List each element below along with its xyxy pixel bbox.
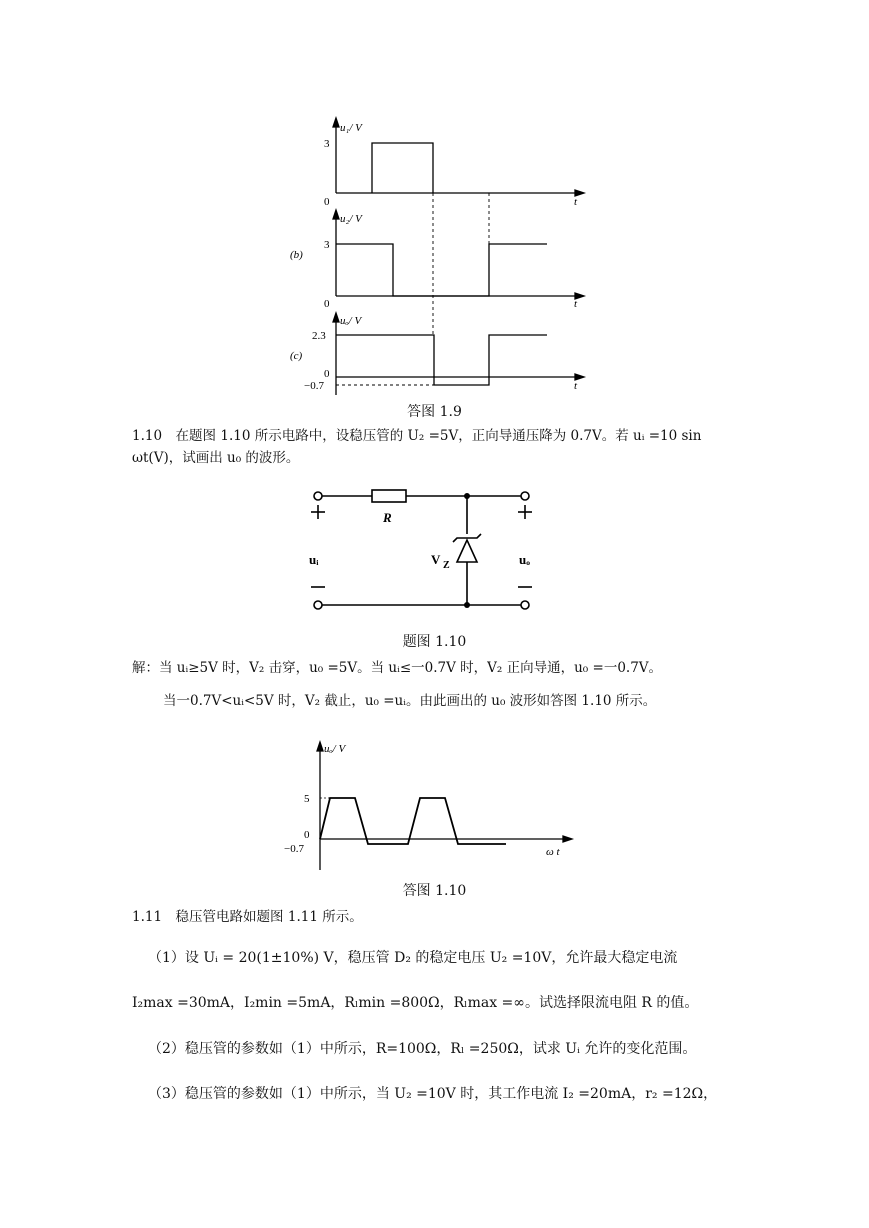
solution-line2: 当一0.7V<uᵢ<5V 时，V₂ 截止，u₀ =uᵢ。由此画出的 u₀ 波形如答图 1.10 所示。 bbox=[163, 693, 657, 709]
top-t: t bbox=[574, 196, 578, 208]
waveform-figure-1-9 bbox=[290, 115, 590, 395]
fig110-y5: 5 bbox=[304, 793, 310, 805]
bot-tag: (c) bbox=[290, 350, 303, 362]
top-y3: 3 bbox=[324, 138, 330, 150]
caption-fig-1-10: 答图 1.10 bbox=[402, 883, 467, 899]
mid-y3: 3 bbox=[324, 239, 330, 251]
bot-t: t bbox=[574, 380, 578, 392]
solution-line1: 解：当 uᵢ≥5V 时，V₂ 击穿，u₀ =5V。当 uᵢ≤一0.7V 时，V₂ 正向导通，u₀ =一0.7V。 bbox=[132, 660, 663, 676]
bot-yneg: −0.7 bbox=[304, 380, 324, 392]
top-ylabel: u₁/ V bbox=[340, 122, 362, 134]
q111-part2: （2）稳压管的参数如（1）中所示，R=100Ω，Rₗ =250Ω，试求 Uᵢ 允许的变化范围。 bbox=[148, 1041, 697, 1057]
mid-ylabel: u₂/ V bbox=[340, 213, 362, 225]
ui-label: uᵢ bbox=[309, 552, 319, 567]
caption-q-1-10: 题图 1.10 bbox=[402, 634, 467, 650]
resistor-label: R bbox=[383, 510, 392, 525]
fig110-ylabel: uₒ/ V bbox=[324, 743, 346, 755]
vz-sub: Z bbox=[443, 560, 450, 571]
q111-part1-line2: I₂max =30mA，I₂min =5mA，Rₗmin =800Ω，Rₗmax =∞。试选择限流电阻 R 的值。 bbox=[132, 995, 699, 1011]
circuit-figure-1-10 bbox=[305, 482, 545, 617]
waveform-figure-1-10 bbox=[280, 738, 580, 873]
vz-label: V bbox=[431, 552, 441, 567]
q111-part3: （3）稳压管的参数如（1）中所示，当 U₂ =10V 时，其工作电流 I₂ =20mA，r₂ =12Ω， bbox=[148, 1086, 718, 1102]
mid-y0: 0 bbox=[324, 298, 330, 310]
fig110-y0: 0 bbox=[304, 829, 310, 841]
q110-line2: ωt(V)，试画出 u₀ 的波形。 bbox=[132, 450, 300, 466]
bot-y0: 0 bbox=[324, 368, 330, 380]
top-y0: 0 bbox=[324, 196, 330, 208]
mid-t: t bbox=[574, 298, 578, 310]
q111-part1-line1: （1）设 Uᵢ = 20(1±10%) V，稳压管 D₂ 的稳定电压 U₂ =10V，允许最大稳定电流 bbox=[148, 950, 678, 966]
bot-ylabel: uₒ/ V bbox=[340, 315, 362, 327]
q110-line1: 1.10 在题图 1.10 所示电路中，设稳压管的 U₂ =5V，正向导通压降为 0.7V。若 uᵢ =10 sin bbox=[132, 428, 702, 444]
fig110-xlabel: ω t bbox=[546, 846, 560, 858]
fig110-yneg: −0.7 bbox=[284, 843, 304, 855]
mid-tag: (b) bbox=[290, 249, 303, 261]
caption-fig-1-9: 答图 1.9 bbox=[407, 404, 462, 420]
bot-y23: 2.3 bbox=[312, 330, 326, 342]
uo-label: uₒ bbox=[519, 552, 530, 567]
q111-title: 1.11 稳压管电路如题图 1.11 所示。 bbox=[132, 909, 363, 925]
